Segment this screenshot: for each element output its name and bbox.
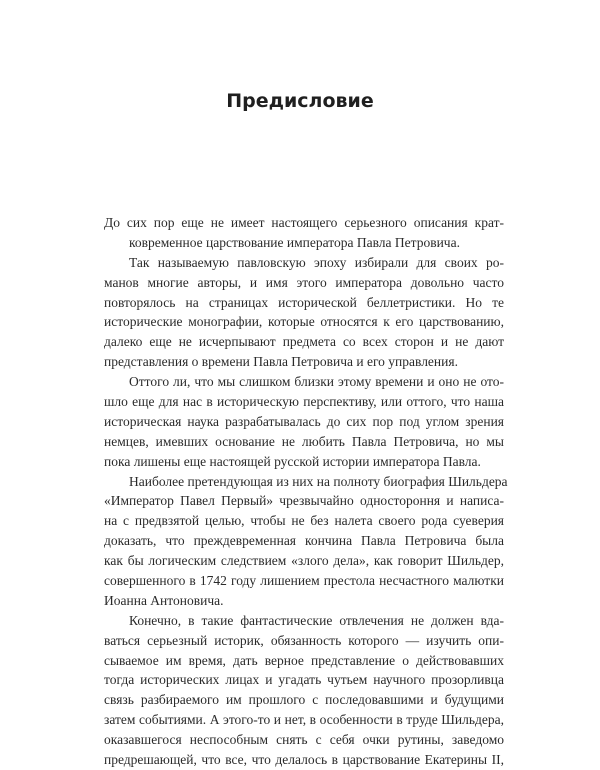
text-line: совершенного в 1742 году лишением престола несчастного малютки xyxy=(104,573,504,589)
text-line: ваться серьезный историк, обязанность которого — изучить опи- xyxy=(104,632,504,648)
paragraph-4 xyxy=(104,472,508,611)
paragraph-5 xyxy=(104,611,504,770)
text-line: Конечно, в такие фантастические отвлечения не должен вда- xyxy=(129,612,504,628)
text-line: ковременное царствование императора Павла Петровича. xyxy=(129,234,460,250)
text-line: Так называемую павловскую эпоху избирали для своих ро- xyxy=(129,254,504,270)
text-line: связь разбираемого им прошлого с последовавшими и будущими xyxy=(104,692,504,708)
text-line: сываемое им время, дать верное представление о действовавших xyxy=(104,652,504,668)
text-line: предрешающей, что все, что делалось в царствование Екатерины II, xyxy=(104,752,504,768)
text-line: Наиболее претендующая из них на полноту биография Шильдера xyxy=(129,473,508,489)
text-line: шло еще для нас в историческую перспективу, или оттого, что наша xyxy=(104,394,504,410)
text-line: затем событиями. А этого-то и нет, в особенности в труде Шильдера, xyxy=(104,712,504,728)
text-line: тогда исторических лицах и угадать чутьем научного прозорливца xyxy=(104,672,504,688)
text-line: далеко еще не исчерпывают предмета со всех сторон и не дают xyxy=(104,334,504,350)
text-line: исторические монографии, которые относятся к его царствованию, xyxy=(104,314,504,330)
text-line: на с предвзятой целью, чтобы не без налета своего рода суеверия xyxy=(104,513,504,529)
body-text xyxy=(104,213,508,770)
text-line: пока лишены еще настоящей русской истории императора Павла. xyxy=(104,453,481,469)
text-line: повторялось на страницах исторической беллетристики. Но те xyxy=(104,294,504,310)
text-line: Иоанна Антоновича. xyxy=(104,592,224,608)
paragraph-2 xyxy=(104,253,504,372)
page-title: Предисловие xyxy=(226,90,374,112)
paragraph-1 xyxy=(104,213,504,253)
text-line: «Император Павел Первый» чрезвычайно одностороння и написа- xyxy=(104,493,504,509)
text-line: оказавшегося неспособным снять с себя очки рутины, заведомо xyxy=(104,732,504,748)
text-line: манов многие авторы, и имя этого императора довольно часто xyxy=(104,274,504,290)
text-line: До сих пор еще не имеет настоящего серьезного описания крат- xyxy=(104,215,504,230)
text-line: доказать, что преждевременная кончина Павла Петровича была xyxy=(104,533,504,549)
paragraph-3 xyxy=(104,372,504,471)
text-line: представления о времени Павла Петровича и его управления. xyxy=(104,354,458,370)
text-line: Оттого ли, что мы слишком близки этому времени и оно не ото- xyxy=(129,374,504,390)
text-line: немцев, имевших основание не любить Павла Петровича, но мы xyxy=(104,433,504,449)
text-line: как бы логическим следствием «злого дела», как говорит Шильдер, xyxy=(104,553,504,569)
text-line: историческая наука разрабатывалась до сих пор под углом зрения xyxy=(104,413,504,429)
